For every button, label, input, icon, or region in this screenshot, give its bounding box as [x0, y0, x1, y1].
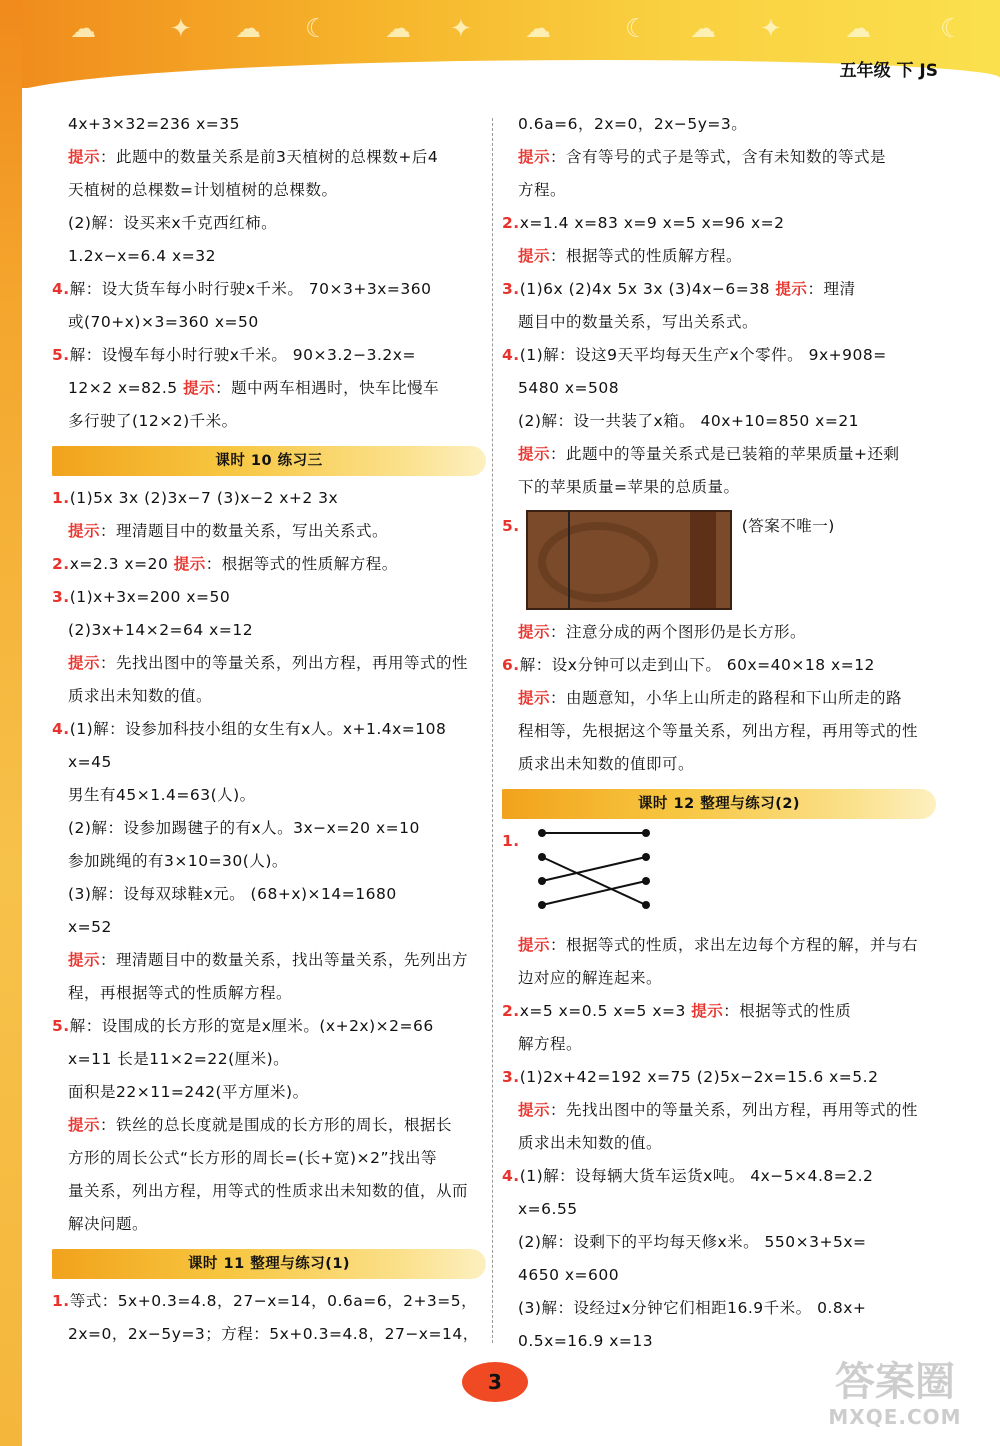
hint-label: 提示	[691, 1002, 724, 1020]
match-dot	[538, 901, 546, 909]
answer-note: (答案不唯一)	[741, 517, 835, 535]
question-number: 4.	[52, 720, 70, 738]
brown-rectangle-figure	[526, 510, 732, 610]
line-text: ：理清题目中的数量关系，找出等量关系，先列出方	[100, 951, 469, 969]
line-text: 解：设慢车每小时行驶x千米。 90×3.2−3.2x=	[69, 346, 416, 364]
line-text: ：根据等式的性质解方程。	[550, 247, 743, 265]
line-text: 12×2 x=82.5	[68, 379, 184, 397]
text-line	[502, 141, 936, 174]
section-header-11: 课时 11 整理与练习(1)	[52, 1249, 486, 1279]
text-line	[52, 581, 486, 614]
line-text: 4650 x=600	[518, 1266, 620, 1284]
text-line	[52, 108, 486, 141]
line-text: ：先找出图中的等量关系，列出方程，再用等式的性	[100, 654, 469, 672]
line-text: 男生有45×1.4=63(人)。	[68, 786, 256, 804]
text-line	[502, 1292, 936, 1325]
left-color-strip	[0, 0, 22, 1446]
text-line	[52, 878, 486, 911]
star-icon: ✦	[170, 14, 192, 44]
line-text: ：铁丝的总长度就是围成的长方形的周长，根据长	[100, 1116, 453, 1134]
text-line	[52, 977, 486, 1010]
line-text: (2)解：设买来x千克西红柿。	[68, 214, 278, 232]
line-text: x=1.4 x=83 x=9 x=5 x=96 x=2	[519, 214, 785, 232]
line-text: 0.5x=16.9 x=13	[518, 1332, 654, 1350]
line-text: (1)解：设这9天平均每天生产x个零件。 9x+908=	[519, 346, 887, 364]
line-text: (3)解：设经过x分钟它们相距16.9千米。 0.8x+	[518, 1299, 867, 1317]
hint-label: 提示	[68, 522, 101, 540]
hint-label: 提示	[775, 280, 808, 298]
text-line	[502, 306, 936, 339]
question-number: 1.	[52, 1292, 70, 1310]
figure-ring	[538, 522, 658, 602]
line-text: ：先找出图中的等量关系，列出方程，再用等式的性	[550, 1101, 919, 1119]
moon-icon: ☾	[625, 14, 649, 44]
text-line	[502, 682, 936, 715]
question-number: 4.	[502, 1167, 520, 1185]
text-line	[52, 779, 486, 812]
text-line	[502, 715, 936, 748]
line-text: 题目中的数量关系，写出关系式。	[518, 313, 759, 331]
question-number: 2.	[502, 214, 520, 232]
left-block-a	[52, 108, 486, 438]
star-icon: ✦	[450, 14, 472, 44]
line-text: 质求出未知数的值。	[518, 1134, 663, 1152]
text-line	[52, 405, 486, 438]
text-line	[52, 614, 486, 647]
text-line	[52, 812, 486, 845]
line-text: ：题中两车相遇时，快车比慢车	[215, 379, 440, 397]
text-line	[52, 482, 486, 515]
line-text: (3)解：设每双球鞋x元。 (68+x)×14=1680	[68, 885, 397, 903]
cloud-icon: ☁	[385, 14, 411, 44]
line-text: 质求出未知数的值即可。	[518, 755, 695, 773]
dividing-line	[568, 510, 570, 610]
column-divider	[492, 118, 493, 1343]
watermark	[800, 1359, 990, 1442]
line-text: ：理清	[807, 280, 856, 298]
line-text: 解：设x分钟可以走到山下。 60x=40×18 x=12	[519, 656, 875, 674]
text-line	[52, 339, 486, 372]
line-text: 方程。	[518, 181, 567, 199]
match-dot	[538, 853, 546, 861]
star-icon: ✦	[760, 14, 782, 44]
line-text: 参加跳绳的有3×10=30(人)。	[68, 852, 288, 870]
grade-label: 五年级 下 JS	[839, 61, 938, 81]
line-text: ：此题中的数量关系是前3天植树的总棵数+后4	[100, 148, 439, 166]
moon-icon: ☾	[940, 14, 964, 44]
watermark-text: 答案圈	[835, 1359, 955, 1405]
text-line	[52, 1109, 486, 1142]
text-line	[502, 339, 936, 372]
line-text: (1)解：设参加科技小组的女生有x人。x+1.4x=108	[69, 720, 447, 738]
question-number: 1.	[52, 489, 70, 507]
line-text: 面积是22×11=242(平方厘米)。	[68, 1083, 309, 1101]
text-line	[502, 1028, 936, 1061]
line-text: (2)解：设参加踢毽子的有x人。3x−x=20 x=10	[68, 819, 420, 837]
line-text: ：根据等式的性质	[723, 1002, 852, 1020]
question-number: 6.	[502, 656, 520, 674]
line-text: ：根据等式的性质，求出左边每个方程的解，并与右	[550, 936, 919, 954]
text-line	[52, 680, 486, 713]
matching-lines-diagram	[538, 825, 658, 923]
line-text: ：含有等号的式子是等式，含有未知数的等式是	[550, 148, 887, 166]
text-line	[52, 647, 486, 680]
line-text: 程相等，先根据这个等量关系，列出方程，再用等式的性	[518, 722, 919, 740]
text-line	[502, 649, 936, 682]
text-line	[52, 1318, 486, 1351]
text-line	[52, 240, 486, 273]
match-line	[542, 881, 646, 905]
line-text: 多行驶了(12×2)千米。	[68, 412, 238, 430]
text-line	[502, 1127, 936, 1160]
line-text: x=5 x=0.5 x=5 x=3	[519, 1002, 692, 1020]
text-line	[502, 1193, 936, 1226]
line-text: 或(70+x)×3=360 x=50	[68, 313, 259, 331]
line-text: 下的苹果质量=苹果的总质量。	[518, 478, 740, 496]
line-text: 边对应的解连起来。	[518, 969, 663, 987]
question-number: 5.	[52, 346, 70, 364]
text-line	[52, 273, 486, 306]
line-text: 等式：5x+0.3=4.8，27−x=14，0.6a=6，2+3=5，	[69, 1292, 478, 1310]
text-line	[502, 962, 936, 995]
watermark-url: MXQE.COM	[828, 1405, 962, 1429]
text-line	[52, 845, 486, 878]
line-text: (1)6x (2)4x 5x 3x (3)4x−6=38	[519, 280, 776, 298]
text-line	[52, 911, 486, 944]
text-line	[52, 141, 486, 174]
text-line	[502, 1226, 936, 1259]
text-line	[52, 713, 486, 746]
text-line	[52, 1208, 486, 1241]
text-line	[502, 995, 936, 1028]
right-block-a	[502, 108, 936, 504]
text-line	[52, 548, 486, 581]
line-text: ：理清题目中的数量关系，写出关系式。	[100, 522, 389, 540]
match-dot	[642, 853, 650, 861]
line-text: (1)解：设每辆大货车运货x吨。 4x−5×4.8=2.2	[519, 1167, 874, 1185]
right-block-c	[502, 929, 936, 1358]
line-text: x=11 长是11×2=22(厘米)。	[68, 1050, 290, 1068]
line-text: 方形的周长公式“长方形的周长=(长+宽)×2”找出等	[68, 1149, 437, 1167]
cloud-icon: ☁	[70, 14, 96, 44]
text-line	[52, 1043, 486, 1076]
hint-label: 提示	[173, 555, 206, 573]
hint-label: 提示	[68, 654, 101, 672]
line-text: 5480 x=508	[518, 379, 620, 397]
line-text: 解：设围成的长方形的宽是x厘米。(x+2x)×2=66	[69, 1017, 434, 1035]
line-text: 解：设大货车每小时行驶x千米。 70×3+3x=360	[69, 280, 432, 298]
moon-icon: ☾	[305, 14, 329, 44]
line-text: 1.2x−x=6.4 x=32	[68, 247, 216, 265]
hint-label: 提示	[518, 148, 551, 166]
line-text: 解方程。	[518, 1035, 583, 1053]
question-number: 2.	[52, 555, 70, 573]
text-line	[502, 1160, 936, 1193]
hint-label: 提示	[518, 623, 551, 641]
cloud-icon: ☁	[235, 14, 261, 44]
line-text: 程，再根据等式的性质解方程。	[68, 984, 293, 1002]
cloud-icon: ☁	[845, 14, 871, 44]
question-number: 4.	[52, 280, 70, 298]
line-text: ：此题中的等量关系式是已装箱的苹果质量+还剩	[550, 445, 900, 463]
text-line	[502, 1094, 936, 1127]
cloud-icon: ☁	[690, 14, 716, 44]
question-number: 2.	[502, 1002, 520, 1020]
question-number: 5.	[502, 517, 520, 535]
hint-label: 提示	[518, 445, 551, 463]
text-line	[502, 273, 936, 306]
text-line	[502, 1259, 936, 1292]
line-text: ：注意分成的两个图形仍是长方形。	[550, 623, 807, 641]
left-column	[52, 108, 486, 1351]
match-line	[542, 857, 646, 905]
text-line	[502, 471, 936, 504]
text-line	[502, 438, 936, 471]
hint-label: 提示	[68, 951, 101, 969]
line-text: 2x=0，2x−5y=3；方程：5x+0.3=4.8，27−x=14，	[68, 1325, 479, 1343]
match-dot	[642, 901, 650, 909]
hint-label: 提示	[518, 1101, 551, 1119]
right-column	[502, 108, 936, 1358]
text-line	[52, 1175, 486, 1208]
line-text: x=52	[68, 918, 112, 936]
question-number: 5.	[52, 1017, 70, 1035]
right-block-b	[502, 616, 936, 781]
line-text: (1)x+3x=200 x=50	[69, 588, 231, 606]
left-block-b	[52, 482, 486, 1241]
section-header-12: 课时 12 整理与练习(2)	[502, 789, 936, 819]
line-text: 质求出未知数的值。	[68, 687, 213, 705]
text-line	[502, 1325, 936, 1358]
section-header-10: 课时 10 练习三	[52, 446, 486, 476]
line-text: (2)解：设剩下的平均每天修x米。 550×3+5x=	[518, 1233, 867, 1251]
text-line	[52, 207, 486, 240]
line-text: (2)解：设一共装了x箱。 40x+10=850 x=21	[518, 412, 860, 430]
line-text: x=45	[68, 753, 112, 771]
text-line	[52, 1285, 486, 1318]
hint-label: 提示	[68, 148, 101, 166]
question-number: 3.	[52, 588, 70, 606]
line-text: 0.6a=6，2x=0，2x−5y=3。	[518, 115, 748, 133]
question-1-matching	[502, 825, 936, 923]
hint-label: 提示	[518, 247, 551, 265]
text-line	[502, 405, 936, 438]
left-block-c	[52, 1285, 486, 1351]
text-line	[52, 372, 486, 405]
text-line	[502, 616, 936, 649]
line-text: ：根据等式的性质解方程。	[205, 555, 398, 573]
text-line	[52, 1010, 486, 1043]
match-dot	[538, 877, 546, 885]
line-text: x=2.3 x=20	[69, 555, 174, 573]
text-line	[52, 746, 486, 779]
question-number: 1.	[502, 832, 520, 850]
line-text: 天植树的总棵数=计划植树的总棵数。	[68, 181, 338, 199]
text-line	[52, 1076, 486, 1109]
text-line	[52, 306, 486, 339]
text-line	[502, 108, 936, 141]
text-line	[502, 240, 936, 273]
text-line	[52, 944, 486, 977]
question-number: 3.	[502, 280, 520, 298]
text-line	[52, 174, 486, 207]
text-line	[502, 1061, 936, 1094]
text-line	[502, 748, 936, 781]
text-line	[502, 372, 936, 405]
hint-label: 提示	[183, 379, 216, 397]
line-text: x=6.55	[518, 1200, 578, 1218]
line-text: ：由题意知，小华上山所走的路程和下山所走的路	[550, 689, 903, 707]
line-text: 4x+3×32=236 x=35	[68, 115, 240, 133]
text-line	[502, 174, 936, 207]
match-line	[542, 857, 646, 881]
match-dot	[538, 829, 546, 837]
match-dot	[642, 877, 650, 885]
line-text: 解决问题。	[68, 1215, 149, 1233]
line-text: (1)5x 3x (2)3x−7 (3)x−2 x+2 3x	[69, 489, 339, 507]
question-number: 4.	[502, 346, 520, 364]
figure-stripe	[690, 512, 716, 608]
page-number: 3	[462, 1362, 528, 1402]
text-line	[502, 207, 936, 240]
hint-label: 提示	[518, 689, 551, 707]
text-line	[502, 929, 936, 962]
hint-label: 提示	[518, 936, 551, 954]
line-text: 量关系，列出方程，用等式的性质求出未知数的值，从而	[68, 1182, 469, 1200]
line-text: (2)3x+14×2=64 x=12	[68, 621, 254, 639]
question-number: 3.	[502, 1068, 520, 1086]
question-5-figure	[502, 510, 936, 610]
text-line	[52, 515, 486, 548]
match-dot	[642, 829, 650, 837]
hint-label: 提示	[68, 1116, 101, 1134]
line-text: (1)2x+42=192 x=75 (2)5x−2x=15.6 x=5.2	[519, 1068, 879, 1086]
cloud-icon: ☁	[525, 14, 551, 44]
text-line	[52, 1142, 486, 1175]
